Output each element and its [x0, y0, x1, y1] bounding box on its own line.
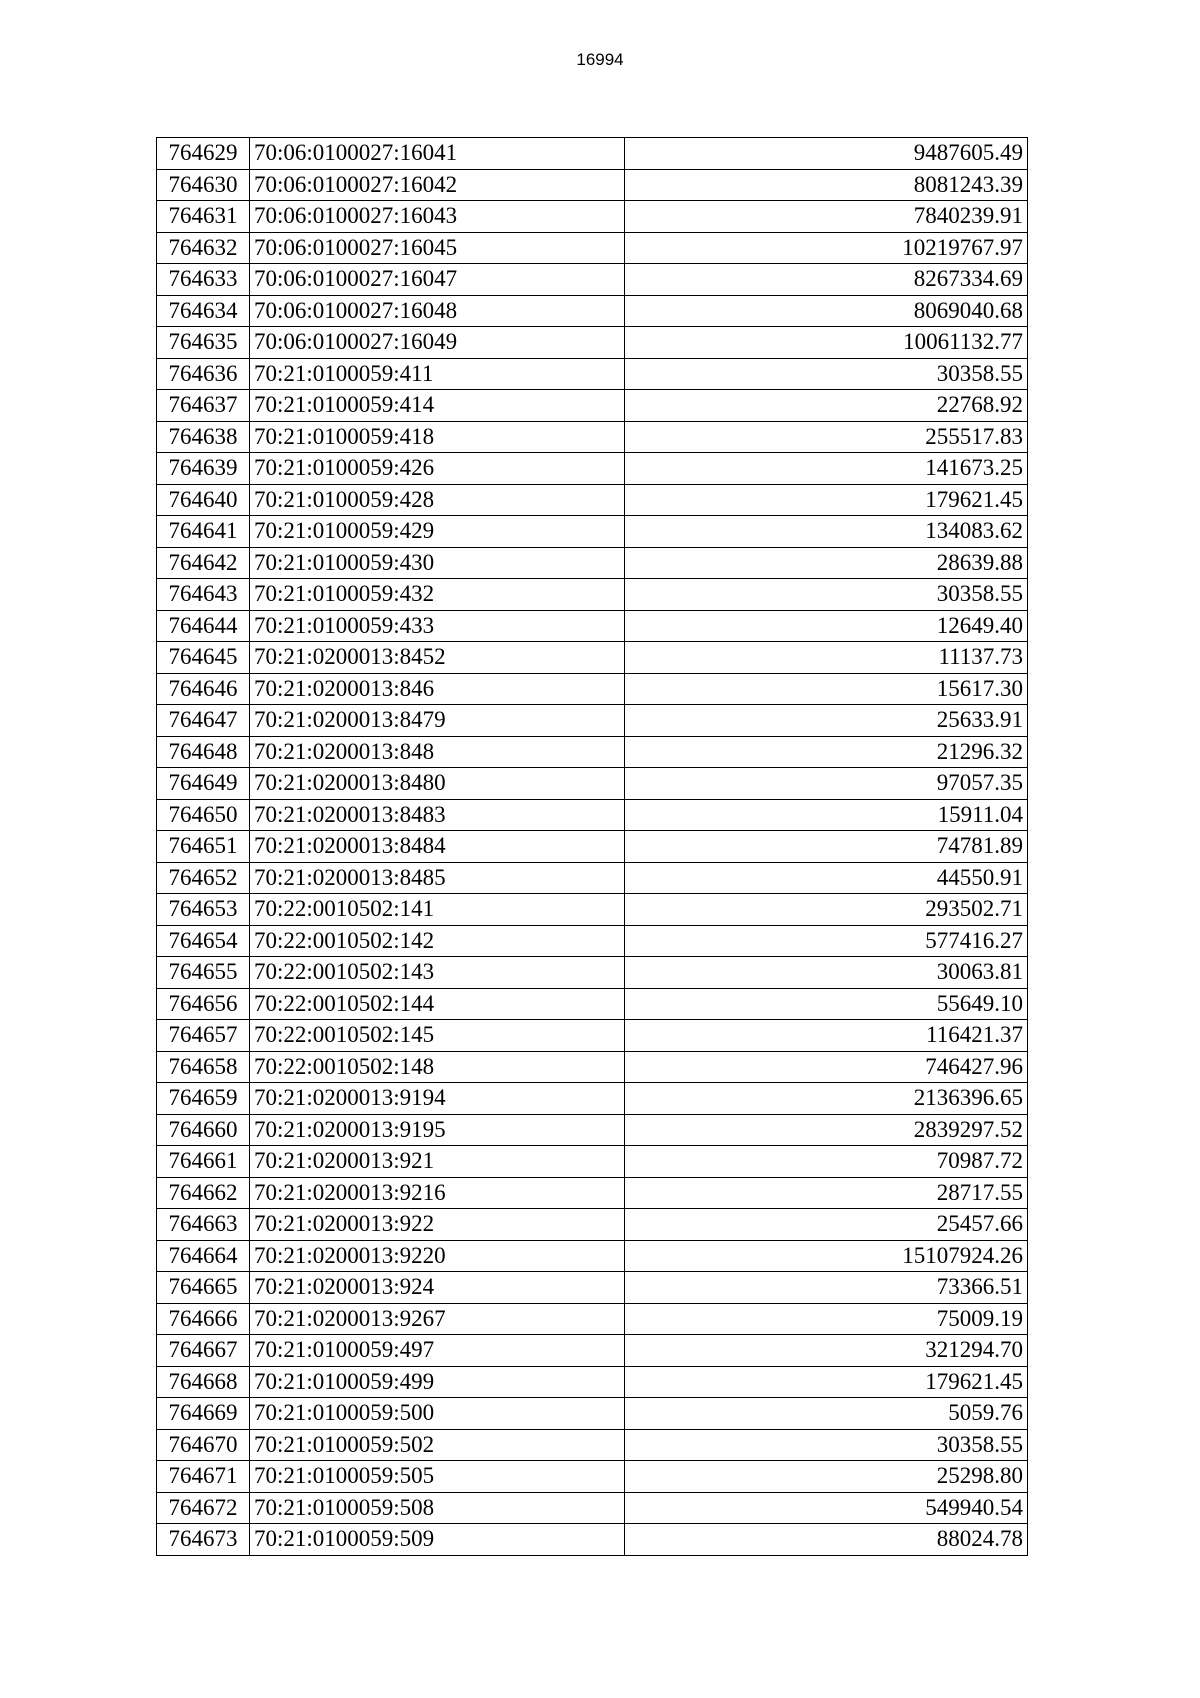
- table-row: [157, 1366, 1028, 1398]
- row-number-cell: 764658: [157, 1051, 250, 1083]
- table-row: [157, 799, 1028, 831]
- value-cell: 25633.91: [625, 705, 1028, 737]
- value-cell: 549940.54: [625, 1492, 1028, 1524]
- cadastral-number-cell: 70:22:0010502:148: [250, 1051, 625, 1083]
- table-row: [157, 673, 1028, 705]
- cadastral-number-cell: 70:06:0100027:16041: [250, 138, 625, 170]
- row-number-cell: 764632: [157, 232, 250, 264]
- table-row: [157, 1146, 1028, 1178]
- value-cell: 97057.35: [625, 768, 1028, 800]
- row-number-cell: 764673: [157, 1524, 250, 1556]
- value-cell: 55649.10: [625, 988, 1028, 1020]
- table-row: [157, 327, 1028, 359]
- table-row: [157, 1240, 1028, 1272]
- cadastral-number-cell: 70:21:0200013:8480: [250, 768, 625, 800]
- table-row: [157, 1051, 1028, 1083]
- value-cell: 116421.37: [625, 1020, 1028, 1052]
- value-cell: 8081243.39: [625, 169, 1028, 201]
- row-number-cell: 764646: [157, 673, 250, 705]
- row-number-cell: 764668: [157, 1366, 250, 1398]
- value-cell: 5059.76: [625, 1398, 1028, 1430]
- row-number-cell: 764653: [157, 894, 250, 926]
- value-cell: 15911.04: [625, 799, 1028, 831]
- table-row: [157, 610, 1028, 642]
- table-row: [157, 138, 1028, 170]
- value-cell: 44550.91: [625, 862, 1028, 894]
- cadastral-number-cell: 70:21:0100059:414: [250, 390, 625, 422]
- table-row: [157, 1429, 1028, 1461]
- table-row: [157, 295, 1028, 327]
- row-number-cell: 764669: [157, 1398, 250, 1430]
- cadastral-number-cell: 70:21:0100059:428: [250, 484, 625, 516]
- cadastral-number-cell: 70:21:0100059:430: [250, 547, 625, 579]
- row-number-cell: 764667: [157, 1335, 250, 1367]
- value-cell: 75009.19: [625, 1303, 1028, 1335]
- cadastral-number-cell: 70:21:0200013:9194: [250, 1083, 625, 1115]
- cadastral-number-cell: 70:21:0200013:922: [250, 1209, 625, 1241]
- cadastral-number-cell: 70:22:0010502:141: [250, 894, 625, 926]
- cadastral-number-cell: 70:21:0200013:9220: [250, 1240, 625, 1272]
- row-number-cell: 764652: [157, 862, 250, 894]
- value-cell: 134083.62: [625, 516, 1028, 548]
- row-number-cell: 764660: [157, 1114, 250, 1146]
- cadastral-number-cell: 70:21:0200013:921: [250, 1146, 625, 1178]
- value-cell: 88024.78: [625, 1524, 1028, 1556]
- row-number-cell: 764651: [157, 831, 250, 863]
- row-number-cell: 764647: [157, 705, 250, 737]
- value-cell: 22768.92: [625, 390, 1028, 422]
- table-row: [157, 453, 1028, 485]
- cadastral-number-cell: 70:21:0100059:411: [250, 358, 625, 390]
- row-number-cell: 764650: [157, 799, 250, 831]
- table-row: [157, 547, 1028, 579]
- table-row: [157, 1492, 1028, 1524]
- cadastral-number-cell: 70:21:0100059:499: [250, 1366, 625, 1398]
- table-row: [157, 862, 1028, 894]
- cadastral-number-cell: 70:21:0200013:8485: [250, 862, 625, 894]
- value-cell: 30358.55: [625, 579, 1028, 611]
- table-row: [157, 642, 1028, 674]
- cadastral-number-cell: 70:21:0200013:9267: [250, 1303, 625, 1335]
- cadastral-number-cell: 70:06:0100027:16049: [250, 327, 625, 359]
- row-number-cell: 764648: [157, 736, 250, 768]
- table-row: [157, 1272, 1028, 1304]
- value-cell: 8267334.69: [625, 264, 1028, 296]
- cadastral-number-cell: 70:06:0100027:16042: [250, 169, 625, 201]
- cadastral-number-cell: 70:22:0010502:143: [250, 957, 625, 989]
- cadastral-number-cell: 70:21:0200013:9195: [250, 1114, 625, 1146]
- cadastral-number-cell: 70:21:0100059:497: [250, 1335, 625, 1367]
- value-cell: 10061132.77: [625, 327, 1028, 359]
- value-cell: 70987.72: [625, 1146, 1028, 1178]
- row-number-cell: 764659: [157, 1083, 250, 1115]
- row-number-cell: 764641: [157, 516, 250, 548]
- value-cell: 21296.32: [625, 736, 1028, 768]
- table-row: [157, 390, 1028, 422]
- row-number-cell: 764654: [157, 925, 250, 957]
- table-row: [157, 925, 1028, 957]
- table-row: [157, 1083, 1028, 1115]
- cadastral-number-cell: 70:21:0200013:8479: [250, 705, 625, 737]
- cadastral-number-cell: 70:21:0100059:418: [250, 421, 625, 453]
- row-number-cell: 764670: [157, 1429, 250, 1461]
- cadastral-number-cell: 70:06:0100027:16047: [250, 264, 625, 296]
- cadastral-number-cell: 70:21:0200013:8452: [250, 642, 625, 674]
- row-number-cell: 764655: [157, 957, 250, 989]
- table-row: [157, 1020, 1028, 1052]
- row-number-cell: 764644: [157, 610, 250, 642]
- value-cell: 577416.27: [625, 925, 1028, 957]
- table-row: [157, 894, 1028, 926]
- cadastral-number-cell: 70:21:0200013:924: [250, 1272, 625, 1304]
- table-row: [157, 169, 1028, 201]
- row-number-cell: 764656: [157, 988, 250, 1020]
- value-cell: 25298.80: [625, 1461, 1028, 1493]
- cadastral-number-cell: 70:06:0100027:16045: [250, 232, 625, 264]
- row-number-cell: 764639: [157, 453, 250, 485]
- cadastral-number-cell: 70:21:0200013:848: [250, 736, 625, 768]
- value-cell: 73366.51: [625, 1272, 1028, 1304]
- table-row: [157, 1398, 1028, 1430]
- row-number-cell: 764630: [157, 169, 250, 201]
- value-cell: 746427.96: [625, 1051, 1028, 1083]
- row-number-cell: 764662: [157, 1177, 250, 1209]
- cadastral-number-cell: 70:21:0100059:502: [250, 1429, 625, 1461]
- row-number-cell: 764635: [157, 327, 250, 359]
- cadastral-number-cell: 70:21:0100059:509: [250, 1524, 625, 1556]
- table-row: [157, 1303, 1028, 1335]
- row-number-cell: 764633: [157, 264, 250, 296]
- table-row: [157, 768, 1028, 800]
- cadastral-number-cell: 70:22:0010502:142: [250, 925, 625, 957]
- row-number-cell: 764672: [157, 1492, 250, 1524]
- row-number-cell: 764645: [157, 642, 250, 674]
- table-row: [157, 1209, 1028, 1241]
- value-cell: 255517.83: [625, 421, 1028, 453]
- value-cell: 11137.73: [625, 642, 1028, 674]
- row-number-cell: 764649: [157, 768, 250, 800]
- cadastral-number-cell: 70:21:0200013:8483: [250, 799, 625, 831]
- table-row: [157, 1461, 1028, 1493]
- cadastral-number-cell: 70:21:0100059:429: [250, 516, 625, 548]
- cadastral-number-cell: 70:21:0100059:426: [250, 453, 625, 485]
- row-number-cell: 764637: [157, 390, 250, 422]
- cadastral-number-cell: 70:21:0100059:508: [250, 1492, 625, 1524]
- cadastral-number-cell: 70:06:0100027:16048: [250, 295, 625, 327]
- value-cell: 25457.66: [625, 1209, 1028, 1241]
- table-row: [157, 1114, 1028, 1146]
- value-cell: 141673.25: [625, 453, 1028, 485]
- row-number-cell: 764631: [157, 201, 250, 233]
- table-row: [157, 957, 1028, 989]
- value-cell: 30063.81: [625, 957, 1028, 989]
- cadastral-number-cell: 70:06:0100027:16043: [250, 201, 625, 233]
- value-cell: 30358.55: [625, 358, 1028, 390]
- row-number-cell: 764640: [157, 484, 250, 516]
- cadastral-number-cell: 70:21:0200013:9216: [250, 1177, 625, 1209]
- value-cell: 9487605.49: [625, 138, 1028, 170]
- row-number-cell: 764663: [157, 1209, 250, 1241]
- cadastral-number-cell: 70:21:0200013:8484: [250, 831, 625, 863]
- table-row: [157, 516, 1028, 548]
- table-body: [157, 138, 1028, 1556]
- value-cell: 28717.55: [625, 1177, 1028, 1209]
- row-number-cell: 764634: [157, 295, 250, 327]
- value-cell: 2136396.65: [625, 1083, 1028, 1115]
- row-number-cell: 764666: [157, 1303, 250, 1335]
- value-cell: 74781.89: [625, 831, 1028, 863]
- cadastral-number-cell: 70:21:0200013:846: [250, 673, 625, 705]
- table-row: [157, 358, 1028, 390]
- table-row: [157, 831, 1028, 863]
- table-row: [157, 705, 1028, 737]
- table-row: [157, 232, 1028, 264]
- value-cell: 30358.55: [625, 1429, 1028, 1461]
- value-cell: 15107924.26: [625, 1240, 1028, 1272]
- table-row: [157, 484, 1028, 516]
- table-row: [157, 736, 1028, 768]
- table-row: [157, 988, 1028, 1020]
- row-number-cell: 764642: [157, 547, 250, 579]
- table-row: [157, 1177, 1028, 1209]
- table-row: [157, 201, 1028, 233]
- value-cell: 10219767.97: [625, 232, 1028, 264]
- page-number: 16994: [576, 50, 624, 69]
- row-number-cell: 764664: [157, 1240, 250, 1272]
- cadastral-number-cell: 70:21:0100059:505: [250, 1461, 625, 1493]
- cadastral-number-cell: 70:21:0100059:500: [250, 1398, 625, 1430]
- value-cell: 2839297.52: [625, 1114, 1028, 1146]
- row-number-cell: 764657: [157, 1020, 250, 1052]
- value-cell: 179621.45: [625, 1366, 1028, 1398]
- value-cell: 321294.70: [625, 1335, 1028, 1367]
- row-number-cell: 764671: [157, 1461, 250, 1493]
- value-cell: 179621.45: [625, 484, 1028, 516]
- value-cell: 293502.71: [625, 894, 1028, 926]
- row-number-cell: 764629: [157, 138, 250, 170]
- row-number-cell: 764636: [157, 358, 250, 390]
- value-cell: 8069040.68: [625, 295, 1028, 327]
- row-number-cell: 764661: [157, 1146, 250, 1178]
- cadastral-number-cell: 70:21:0100059:432: [250, 579, 625, 611]
- cadastral-value-table: [156, 137, 1028, 1556]
- value-cell: 15617.30: [625, 673, 1028, 705]
- value-cell: 12649.40: [625, 610, 1028, 642]
- value-cell: 28639.88: [625, 547, 1028, 579]
- table-row: [157, 1335, 1028, 1367]
- table-row: [157, 579, 1028, 611]
- cadastral-number-cell: 70:22:0010502:145: [250, 1020, 625, 1052]
- table-row: [157, 421, 1028, 453]
- row-number-cell: 764638: [157, 421, 250, 453]
- row-number-cell: 764665: [157, 1272, 250, 1304]
- cadastral-number-cell: 70:21:0100059:433: [250, 610, 625, 642]
- table-row: [157, 1524, 1028, 1556]
- table-row: [157, 264, 1028, 296]
- value-cell: 7840239.91: [625, 201, 1028, 233]
- cadastral-number-cell: 70:22:0010502:144: [250, 988, 625, 1020]
- row-number-cell: 764643: [157, 579, 250, 611]
